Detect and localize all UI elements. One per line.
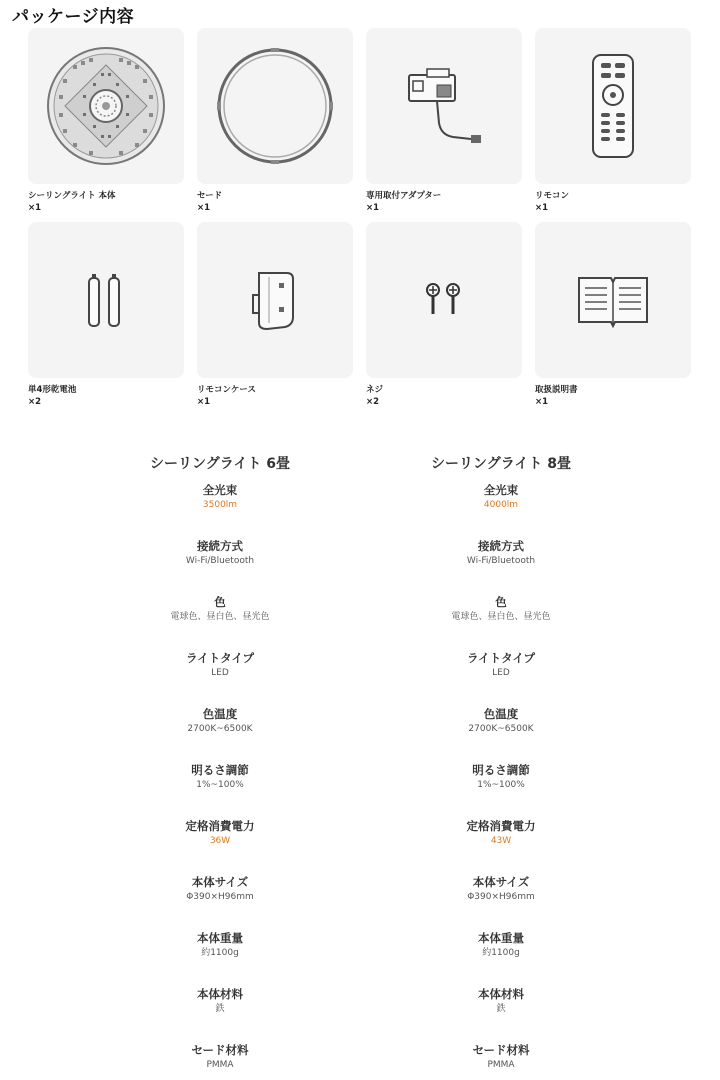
spec-row (110, 1042, 330, 1072)
spec-row (110, 818, 330, 848)
spec-row (110, 650, 330, 680)
package-item-remote-holder (197, 222, 353, 408)
spec-value: LED (211, 668, 229, 678)
spec-value: 鉄 (215, 1004, 225, 1014)
spec-value: 36W (209, 836, 231, 846)
spec-row (110, 706, 330, 736)
spec-row (110, 986, 330, 1016)
spec-label: 明るさ調節 (191, 763, 249, 777)
spec-value: 約1100g (201, 948, 239, 958)
spec-label: 色温度 (483, 707, 519, 721)
remote-holder-icon (245, 265, 305, 335)
item-quantity: ×1 (197, 203, 211, 213)
aaa-battery-icon (76, 270, 136, 330)
spec-row (391, 538, 611, 568)
item-name: リモコン (535, 191, 570, 201)
item-quantity: ×2 (28, 397, 42, 407)
item-image (535, 222, 691, 378)
spec-value: 1%~100% (477, 780, 525, 790)
package-item-screws (366, 222, 522, 408)
spec-label: 全光束 (483, 483, 519, 497)
spec-row (110, 762, 330, 792)
spec-column-title: シーリングライト 8畳 (431, 456, 571, 472)
spec-label: ライトタイプ (466, 651, 536, 665)
spec-value: 1%~100% (196, 780, 244, 790)
item-name: シーリングライト 本体 (28, 191, 116, 201)
spec-label: 定格消費電力 (185, 819, 255, 833)
item-name: リモコンケース (197, 385, 256, 395)
spec-value: 2700K~6500K (187, 724, 253, 734)
package-item-remote (535, 28, 691, 214)
spec-label: 色 (214, 595, 226, 609)
spec-value: PMMA (206, 1060, 234, 1070)
spec-label: 本体材料 (478, 987, 524, 1001)
spec-row (110, 538, 330, 568)
mounting-adapter-icon (389, 51, 499, 161)
item-quantity: ×1 (366, 203, 380, 213)
spec-row (391, 930, 611, 960)
spec-value: 3500lm (202, 500, 238, 510)
spec-row (391, 482, 611, 512)
spec-value: Φ390×H96mm (467, 892, 535, 902)
spec-row (391, 594, 611, 624)
package-item-ceiling-light (28, 28, 184, 214)
item-image (366, 28, 522, 184)
spec-value: 4000lm (483, 500, 519, 510)
spec-label: 本体サイズ (472, 875, 530, 889)
item-image (197, 222, 353, 378)
package-title: パッケージ内容 (12, 7, 135, 27)
spec-value: Wi-Fi/Bluetooth (185, 556, 255, 566)
spec-label: 定格消費電力 (466, 819, 536, 833)
spec-row (391, 762, 611, 792)
item-name: 取扱説明書 (535, 385, 578, 395)
item-name: 専用取付アダプター (366, 191, 442, 201)
manual-book-icon (573, 270, 653, 330)
spec-label: 色温度 (202, 707, 238, 721)
spec-value: 2700K~6500K (468, 724, 534, 734)
spec-row (110, 482, 330, 512)
remote-control-icon (583, 51, 643, 161)
spec-label: 色 (495, 595, 507, 609)
package-item-batteries (28, 222, 184, 408)
shade-ring-icon (212, 43, 338, 169)
spec-row (110, 594, 330, 624)
spec-value: 電球色、昼白色、昼光色 (170, 612, 270, 622)
spec-column-title: シーリングライト 6畳 (150, 456, 290, 472)
spec-label: セード材料 (472, 1043, 530, 1057)
spec-row (391, 706, 611, 736)
item-image (28, 28, 184, 184)
spec-value: Φ390×H96mm (186, 892, 254, 902)
spec-label: 接続方式 (197, 539, 243, 553)
item-image (535, 28, 691, 184)
package-item-adapter (366, 28, 522, 214)
spec-value: 電球色、昼白色、昼光色 (451, 612, 551, 622)
spec-row (110, 930, 330, 960)
spec-label: 接続方式 (478, 539, 524, 553)
spec-label: 明るさ調節 (472, 763, 530, 777)
item-name: ネジ (366, 385, 384, 395)
item-name: 単4形乾電池 (28, 385, 77, 395)
spec-label: 全光束 (202, 483, 238, 497)
item-image (197, 28, 353, 184)
spec-row (110, 874, 330, 904)
spec-value: 43W (490, 836, 512, 846)
package-item-manual (535, 222, 691, 408)
spec-row (391, 1042, 611, 1072)
spec-label: 本体重量 (478, 931, 524, 945)
spec-row (391, 986, 611, 1016)
spec-row (391, 650, 611, 680)
item-image (28, 222, 184, 378)
spec-row (391, 874, 611, 904)
spec-label: 本体材料 (197, 987, 243, 1001)
item-image (366, 222, 522, 378)
item-name: セード (197, 191, 223, 201)
spec-label: 本体重量 (197, 931, 243, 945)
spec-value: 鉄 (496, 1004, 506, 1014)
spec-value: LED (492, 668, 510, 678)
spec-column-8jo (391, 452, 611, 1070)
spec-label: セード材料 (191, 1043, 249, 1057)
screw-icon (419, 280, 469, 320)
ceiling-light-icon (43, 43, 169, 169)
package-item-shade (197, 28, 353, 214)
spec-value: PMMA (487, 1060, 515, 1070)
item-quantity: ×1 (197, 397, 211, 407)
spec-label: ライトタイプ (185, 651, 255, 665)
item-quantity: ×2 (366, 397, 380, 407)
spec-value: 約1100g (482, 948, 520, 958)
item-quantity: ×1 (535, 397, 549, 407)
spec-column-6jo (110, 452, 330, 1070)
item-quantity: ×1 (28, 203, 42, 213)
spec-value: Wi-Fi/Bluetooth (466, 556, 536, 566)
spec-row (391, 818, 611, 848)
item-quantity: ×1 (535, 203, 549, 213)
spec-label: 本体サイズ (191, 875, 249, 889)
